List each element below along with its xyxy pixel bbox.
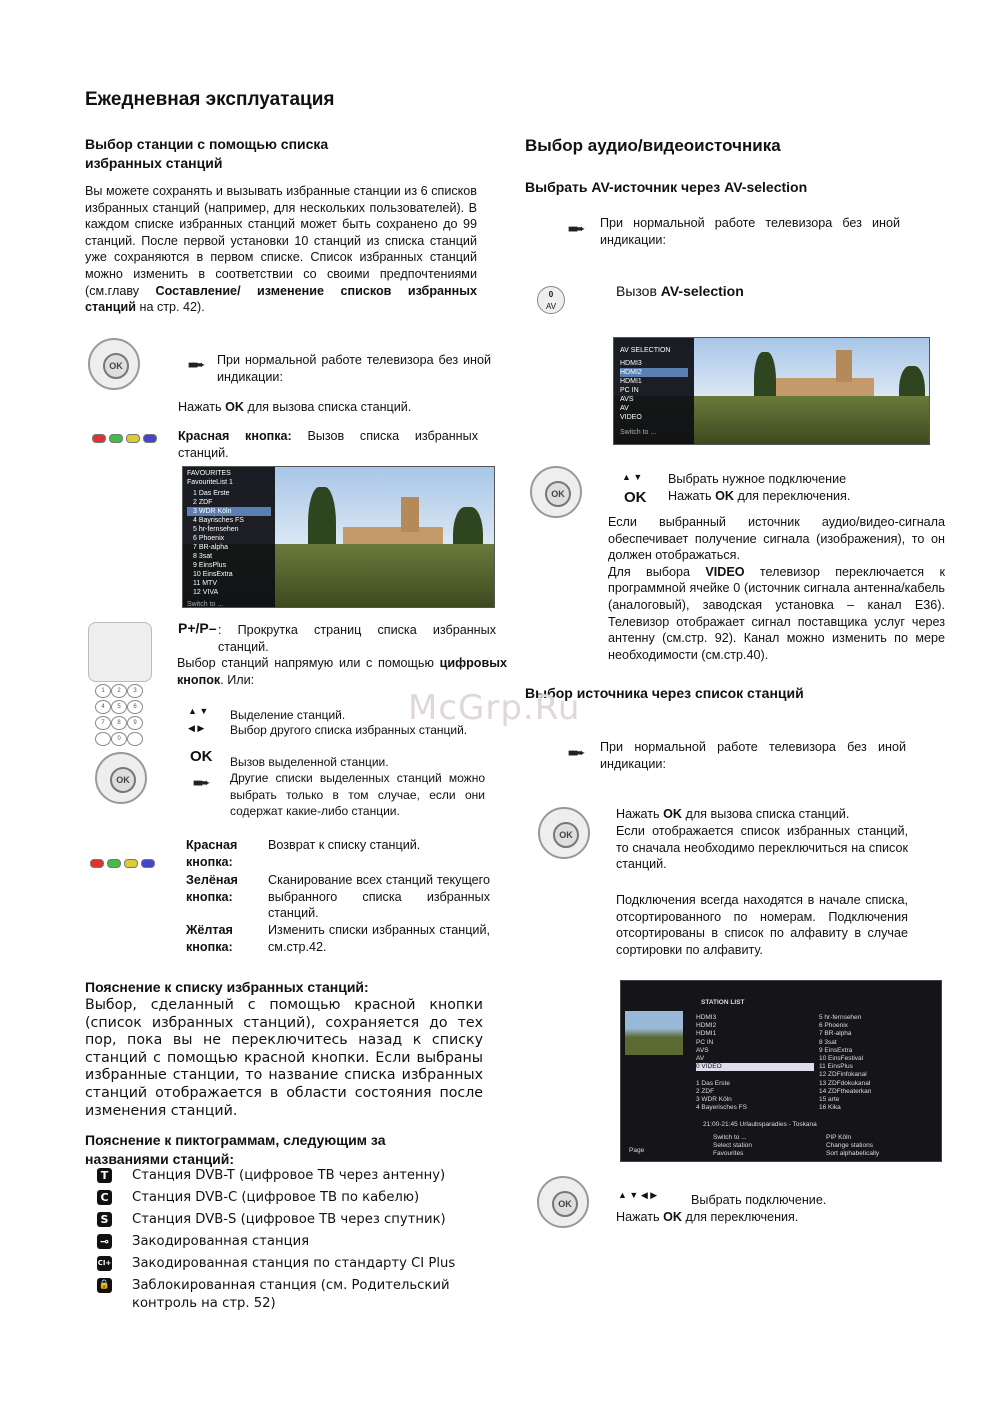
menu-item: 1 Das Erste [193,490,230,497]
icons-heading: Пояснение к пиктограммам, следующим за названиями станций: [85,1132,386,1167]
call-selected-text: Вызов выделенной станции. [230,755,389,769]
station-row: 6 Phoenix [819,1022,848,1030]
av-menu [614,338,694,444]
icon-legend-row [97,1189,477,1207]
select-stations-text: Выделение станций. [230,708,346,722]
ok-button-icon: OK [530,466,582,518]
source-text: Если выбранный источник аудио/видео-сигнала обеспечивает получение сигнала (изображения), то он должен отображаться. Для выбора VIDEO телевизор переключается к программной ячейке 0 (источник сигнала антенна/кабель (аналоговый), заводская установка – канал E36). Телевизор отображает сигнал поставщика услуг через антенну (см.стр. 92). Канал можно изменить по мере необходимости (см.стр.40). [608,515,945,662]
station-list-title: STATION LIST [701,999,745,1006]
green-key-icon [107,859,121,868]
press-ok-text: Нажать OK для вызова списка станций. [178,400,412,414]
up-down-arrows-icon: ▲ ▼ [622,472,643,482]
station-list-heading: Выбор источника через список станций [525,685,804,701]
ok-button-icon: OK [95,752,147,804]
icon-legend-text: Закодированная станция по стандарту CI Plus [132,1256,456,1271]
intro-bold: Составление/ изменение списков избранных станций [85,283,477,315]
intro-text-end: на стр. 42). [139,300,205,315]
menu-item: AV [620,405,629,412]
preview-image [625,1011,683,1055]
menu-item: 4 Bayrisches FS [193,517,244,524]
menu-item: PC IN [620,387,639,394]
station-type-icon: S [97,1212,112,1227]
green-key-icon [109,434,123,443]
green-key-desc: Сканирование всех станций текущего выбранного списка избранных станций. [268,873,490,921]
left-heading: Выбор станции с помощью списка избранных станций [85,136,329,171]
station-row: 4 Bayerisches FS [696,1104,747,1112]
watermark: McGrp.Ru [408,688,581,728]
icon-legend-row [97,1233,477,1251]
menu-item: HDMI3 [620,360,642,367]
station-row: 0 VIDEO [696,1063,814,1071]
icon-legend-row [97,1167,477,1185]
icon-legend-row [97,1255,477,1273]
menu-item: 5 hr-fernsehen [193,526,239,533]
yellow-key-desc: Изменить списки избранных станций, см.стр.42. [268,923,490,954]
station-row: 12 ZDFinfokanal [819,1071,867,1079]
station-row: 13 ZDFdokukanal [819,1079,871,1087]
connections-text: Подключения всегда находятся в начале списка, отсортированного по номерам. Подключения отсортированы в список по алфавиту в случае сортировки по алфавиту. [616,893,908,957]
station-row: 15 arte [819,1096,840,1104]
menu-title: AV SELECTION [620,347,671,354]
arrow-right-icon: ■■➨ [188,360,203,371]
normal-mode-text: При нормальной работе телевизора без иной индикации: [217,353,491,384]
arrow-right-icon: ■■➨ [193,778,208,789]
station-row: 9 EinsExtra [819,1046,853,1054]
station-row: 8 3sat [819,1038,837,1046]
station-row [696,1071,814,1079]
station-row: AVS [696,1046,709,1054]
station-row: 7 BR-alpha [819,1030,852,1038]
station-row: 2 ZDF [696,1087,715,1095]
if-list-text: Если отображается список избранных станций, то сначала необходимо переключиться на список станций. [616,824,908,872]
menu-item: HDMI2 [620,368,688,377]
number-keypad-icon: 1 2 3 4 5 6 7 8 9 0 [95,684,141,746]
call-av-text: Вызов AV-selection [616,283,744,299]
menu-footer: Switch to ... [187,601,224,608]
menu-item: HDMI1 [620,378,642,385]
digit-text: Выбор станций напрямую или с помощью цифровых кнопок. Или: [177,656,507,687]
av-selection-heading: Выбрать AV-источник через AV-selection [525,179,808,195]
direction-arrows-icon: ▲ ▼ ◀ ▶ [618,1190,658,1200]
footer-hint: Select station [713,1142,753,1150]
select-connection-text: Выбрать подключение. [691,1193,827,1207]
page-indicator: Page [629,1147,645,1154]
icon-legend-row [97,1277,477,1311]
blue-key-icon [141,859,155,868]
select-list-text: Выбор другого списка избранных станций. [230,723,468,737]
footer-hint: Switch to ... [713,1134,747,1141]
icon-legend-row [97,1211,477,1229]
red-key-desc: Возврат к списку станций. [268,838,421,852]
station-row: PC IN [696,1038,714,1046]
menu-item: 8 3sat [193,553,213,560]
status-bar: 21:00-21:45 Urlaubsparadies - Toskana [703,1121,817,1128]
yellow-key-icon [126,434,140,443]
station-row: 5 hr-fernsehen [819,1014,862,1021]
station-type-icon: ⊸ [97,1234,112,1249]
station-row: 3 WDR Köln [696,1096,732,1104]
menu-item: 6 Phoenix [193,535,225,542]
yellow-key-icon [124,859,138,868]
arrow-right-icon: ■■➨ [568,224,583,235]
menu-item: AVS [620,396,634,403]
menu-item: 10 EinsExtra [193,571,233,578]
station-type-icon: C [97,1190,112,1205]
page-title: Ежедневная эксплуатация [85,89,335,110]
station-row: 16 Kika [819,1104,841,1112]
menu-item: 7 BR-alpha [193,544,229,551]
normal-mode-text: При нормальной работе телевизора без иной индикации: [600,740,906,771]
station-row: HDMI2 [696,1022,717,1030]
red-key-label: Красная кнопка: [186,838,238,869]
av-key-icon: 0 AV [537,286,565,314]
ok-button-icon: OK [88,338,140,390]
station-list-screenshot [620,980,942,1162]
pp-label: P+/P– [178,620,217,636]
station-row: HDMI3 [696,1014,717,1021]
footer-hint: Change stations [826,1142,873,1150]
press-ok-text: Нажать OK для переключения. [668,489,851,503]
press-ok-text: Нажать OK для переключения. [616,1210,799,1224]
menu-footer: Switch to ... [620,429,657,436]
red-key-icon [92,434,106,443]
icon-legend-text: Закодированная станция [132,1234,310,1249]
icon-legend-text: Станция DVB-S (цифровое ТВ через спутник) [132,1212,446,1227]
yellow-key-label: Жёлтая кнопка: [186,923,233,954]
remote-pp-icon [88,622,152,682]
color-keys-icon [92,430,160,448]
ok-button-icon: OK [538,807,590,859]
blue-key-icon [143,434,157,443]
normal-mode-text: При нормальной работе телевизора без иной индикации: [600,216,900,247]
menu-item: 9 EinsPlus [193,562,227,569]
red-key-text: Красная кнопка: Вызов списка избранных станций. [178,429,478,460]
choose-connection-text: Выбрать нужное подключение [668,472,847,486]
explanation-heading: Пояснение к списку избранных станций: [85,979,369,995]
menu-item: 12 VIVA [193,589,219,596]
left-intro [85,183,477,316]
station-row: AV [696,1055,705,1063]
footer-hint: PIP Köln [826,1134,852,1141]
icon-legend-text: Станция DVB-C (цифровое ТВ по кабелю) [132,1190,420,1205]
menu-item: 3 WDR Köln [187,507,271,516]
explanation-text: Выбор, сделанный с помощью красной кнопки (список избранных станций), сохраняется до тех пор, пока вы не переключитесь назад к списку станций с помощью красной кнопки. Если выбраны избранные станции, то название списка избранных станций отображается в области состояния после изменения станций. [85,997,483,1119]
favourites-screenshot [182,466,495,608]
footer-hint: Favourites [713,1150,744,1158]
station-row: 1 Das Erste [696,1079,730,1087]
menu-item: 11 MTV [193,580,217,587]
station-row: 11 EinsPlus [819,1063,853,1071]
pp-text: : Прокрутка страниц списка избранных станций. [218,623,496,654]
station-row: 14 ZDFtheaterkan [819,1087,872,1095]
arrow-right-icon: ■■➨ [568,748,583,759]
menu-list-name: FavouriteList 1 [187,479,233,486]
station-type-icon: CI+ [97,1256,112,1271]
av-selection-screenshot [613,337,930,445]
ok-label: OK [624,489,647,506]
station-type-icon: T [97,1168,112,1183]
station-row: 10 EinsFestival [819,1055,864,1063]
right-heading: Выбор аудио/видеоисточника [525,136,781,155]
up-down-arrows-icon: ▲ ▼ [188,706,209,716]
ok-button-icon: OK [537,1176,589,1228]
red-key-icon [90,859,104,868]
menu-item: 2 ZDF [193,499,213,506]
favourites-menu [183,467,275,607]
icon-legend-text: Заблокированная станция (см. Родительский контроль на стр. 52) [132,1278,450,1311]
menu-item: VIDEO [620,414,642,421]
station-row: HDMI1 [696,1030,717,1038]
green-key-label: Зелёная кнопка: [186,873,238,904]
ok-label: OK [190,748,213,765]
intro-text: Вы можете сохранять и вызывать избранные станции из 6 списков избранных станций (например, для нескольких пользователей). В каждом списке избранных станций может быть сохранено до 99 станций. После первой установки 10 станций из списка станций уже сохраняются в первом списке. Список избранных станций можно изменить в соответствии со своими предпочтениями (см.главу [85,184,477,298]
station-type-icon: 🔒 [97,1278,112,1293]
color-keys-icon [90,855,158,873]
other-lists-text: Другие списки выделенных станций можно выбрать только в том случае, если они содержат какие-либо станции. [230,771,485,819]
menu-title: FAVOURITES [187,470,231,477]
left-right-arrows-icon: ◀ ▶ [188,723,205,733]
icon-legend-text: Станция DVB-T (цифровое ТВ через антенну) [132,1168,446,1183]
footer-hint: Sort alphabetically [826,1150,880,1158]
press-ok-text: Нажать OK для вызова списка станций. [616,807,850,821]
